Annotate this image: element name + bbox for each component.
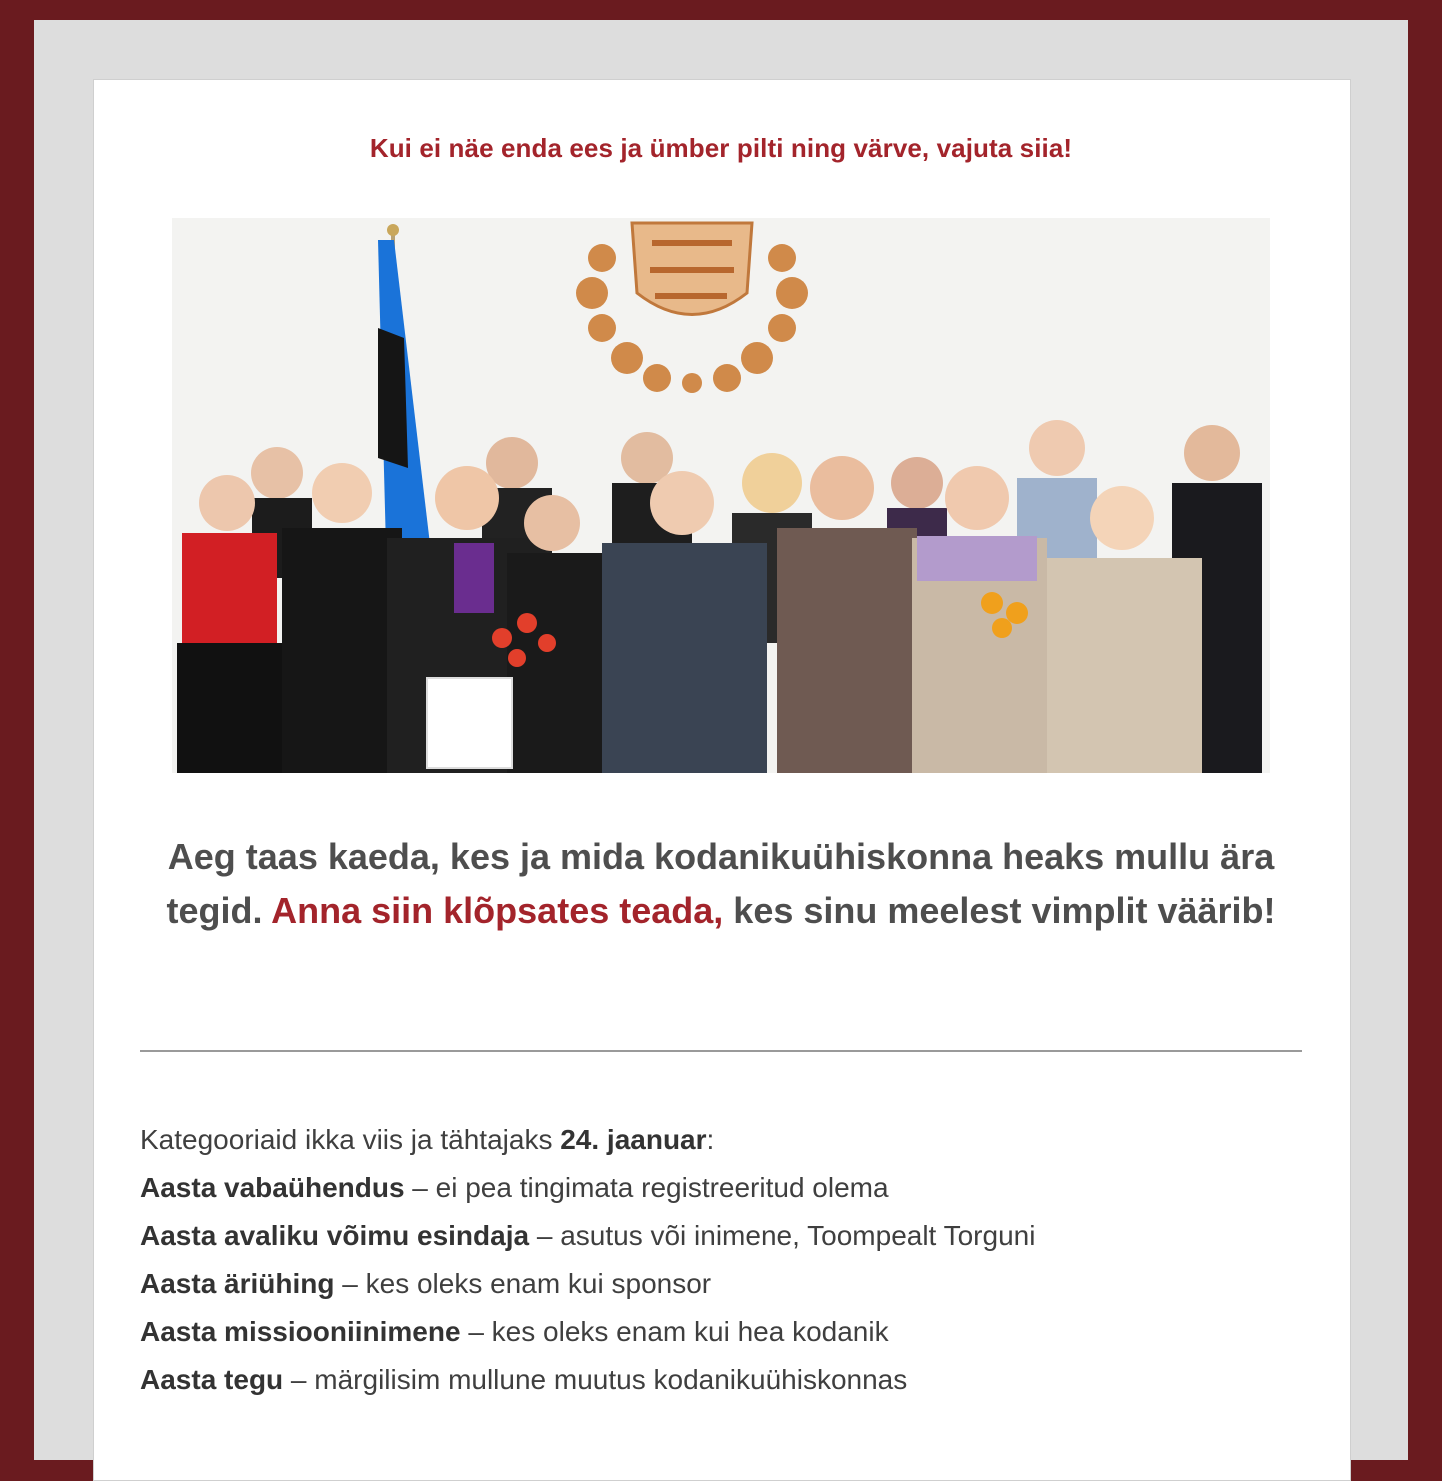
category-item bbox=[140, 1356, 1300, 1404]
category-desc: – asutus või inimene, Toompealt Torguni bbox=[529, 1220, 1036, 1251]
intro-prefix: Kategooriaid ikka viis ja tähtajaks bbox=[140, 1124, 561, 1155]
deadline: 24. jaanuar bbox=[560, 1124, 707, 1155]
category-name: Aasta vabaühendus bbox=[140, 1172, 405, 1203]
categories-list bbox=[140, 1116, 1300, 1404]
divider bbox=[140, 1050, 1302, 1052]
headline bbox=[140, 830, 1302, 938]
category-name: Aasta äriühing bbox=[140, 1268, 335, 1299]
headline-text-1: Aeg taas kaeda, kes ja mida kodanikuühiskonna heaks mullu ära tegid. bbox=[166, 836, 1275, 931]
category-item bbox=[140, 1308, 1300, 1356]
categories-intro bbox=[140, 1116, 1300, 1164]
hero-photo bbox=[172, 218, 1270, 773]
category-item bbox=[140, 1260, 1300, 1308]
view-in-browser-link[interactable]: Kui ei näe enda ees ja ümber pilti ning värve, vajuta siia! bbox=[369, 133, 1073, 163]
intro-suffix: : bbox=[706, 1124, 715, 1155]
category-item bbox=[140, 1164, 1300, 1212]
category-name: Aasta missiooniinimene bbox=[140, 1316, 461, 1347]
category-name: Aasta avaliku võimu esindaja bbox=[140, 1220, 530, 1251]
category-desc: – ei pea tingimata registreeritud olema bbox=[404, 1172, 889, 1203]
category-item bbox=[140, 1212, 1300, 1260]
category-desc: – kes oleks enam kui hea kodanik bbox=[460, 1316, 889, 1347]
category-desc: – kes oleks enam kui sponsor bbox=[334, 1268, 712, 1299]
nominate-link[interactable]: Anna siin klõpsates teada, bbox=[271, 890, 724, 931]
category-desc: – märgilisim mullune muutus kodanikuühiskonnas bbox=[283, 1364, 908, 1395]
headline-text-2: kes sinu meelest vimplit väärib! bbox=[723, 890, 1276, 931]
category-name: Aasta tegu bbox=[140, 1364, 284, 1395]
